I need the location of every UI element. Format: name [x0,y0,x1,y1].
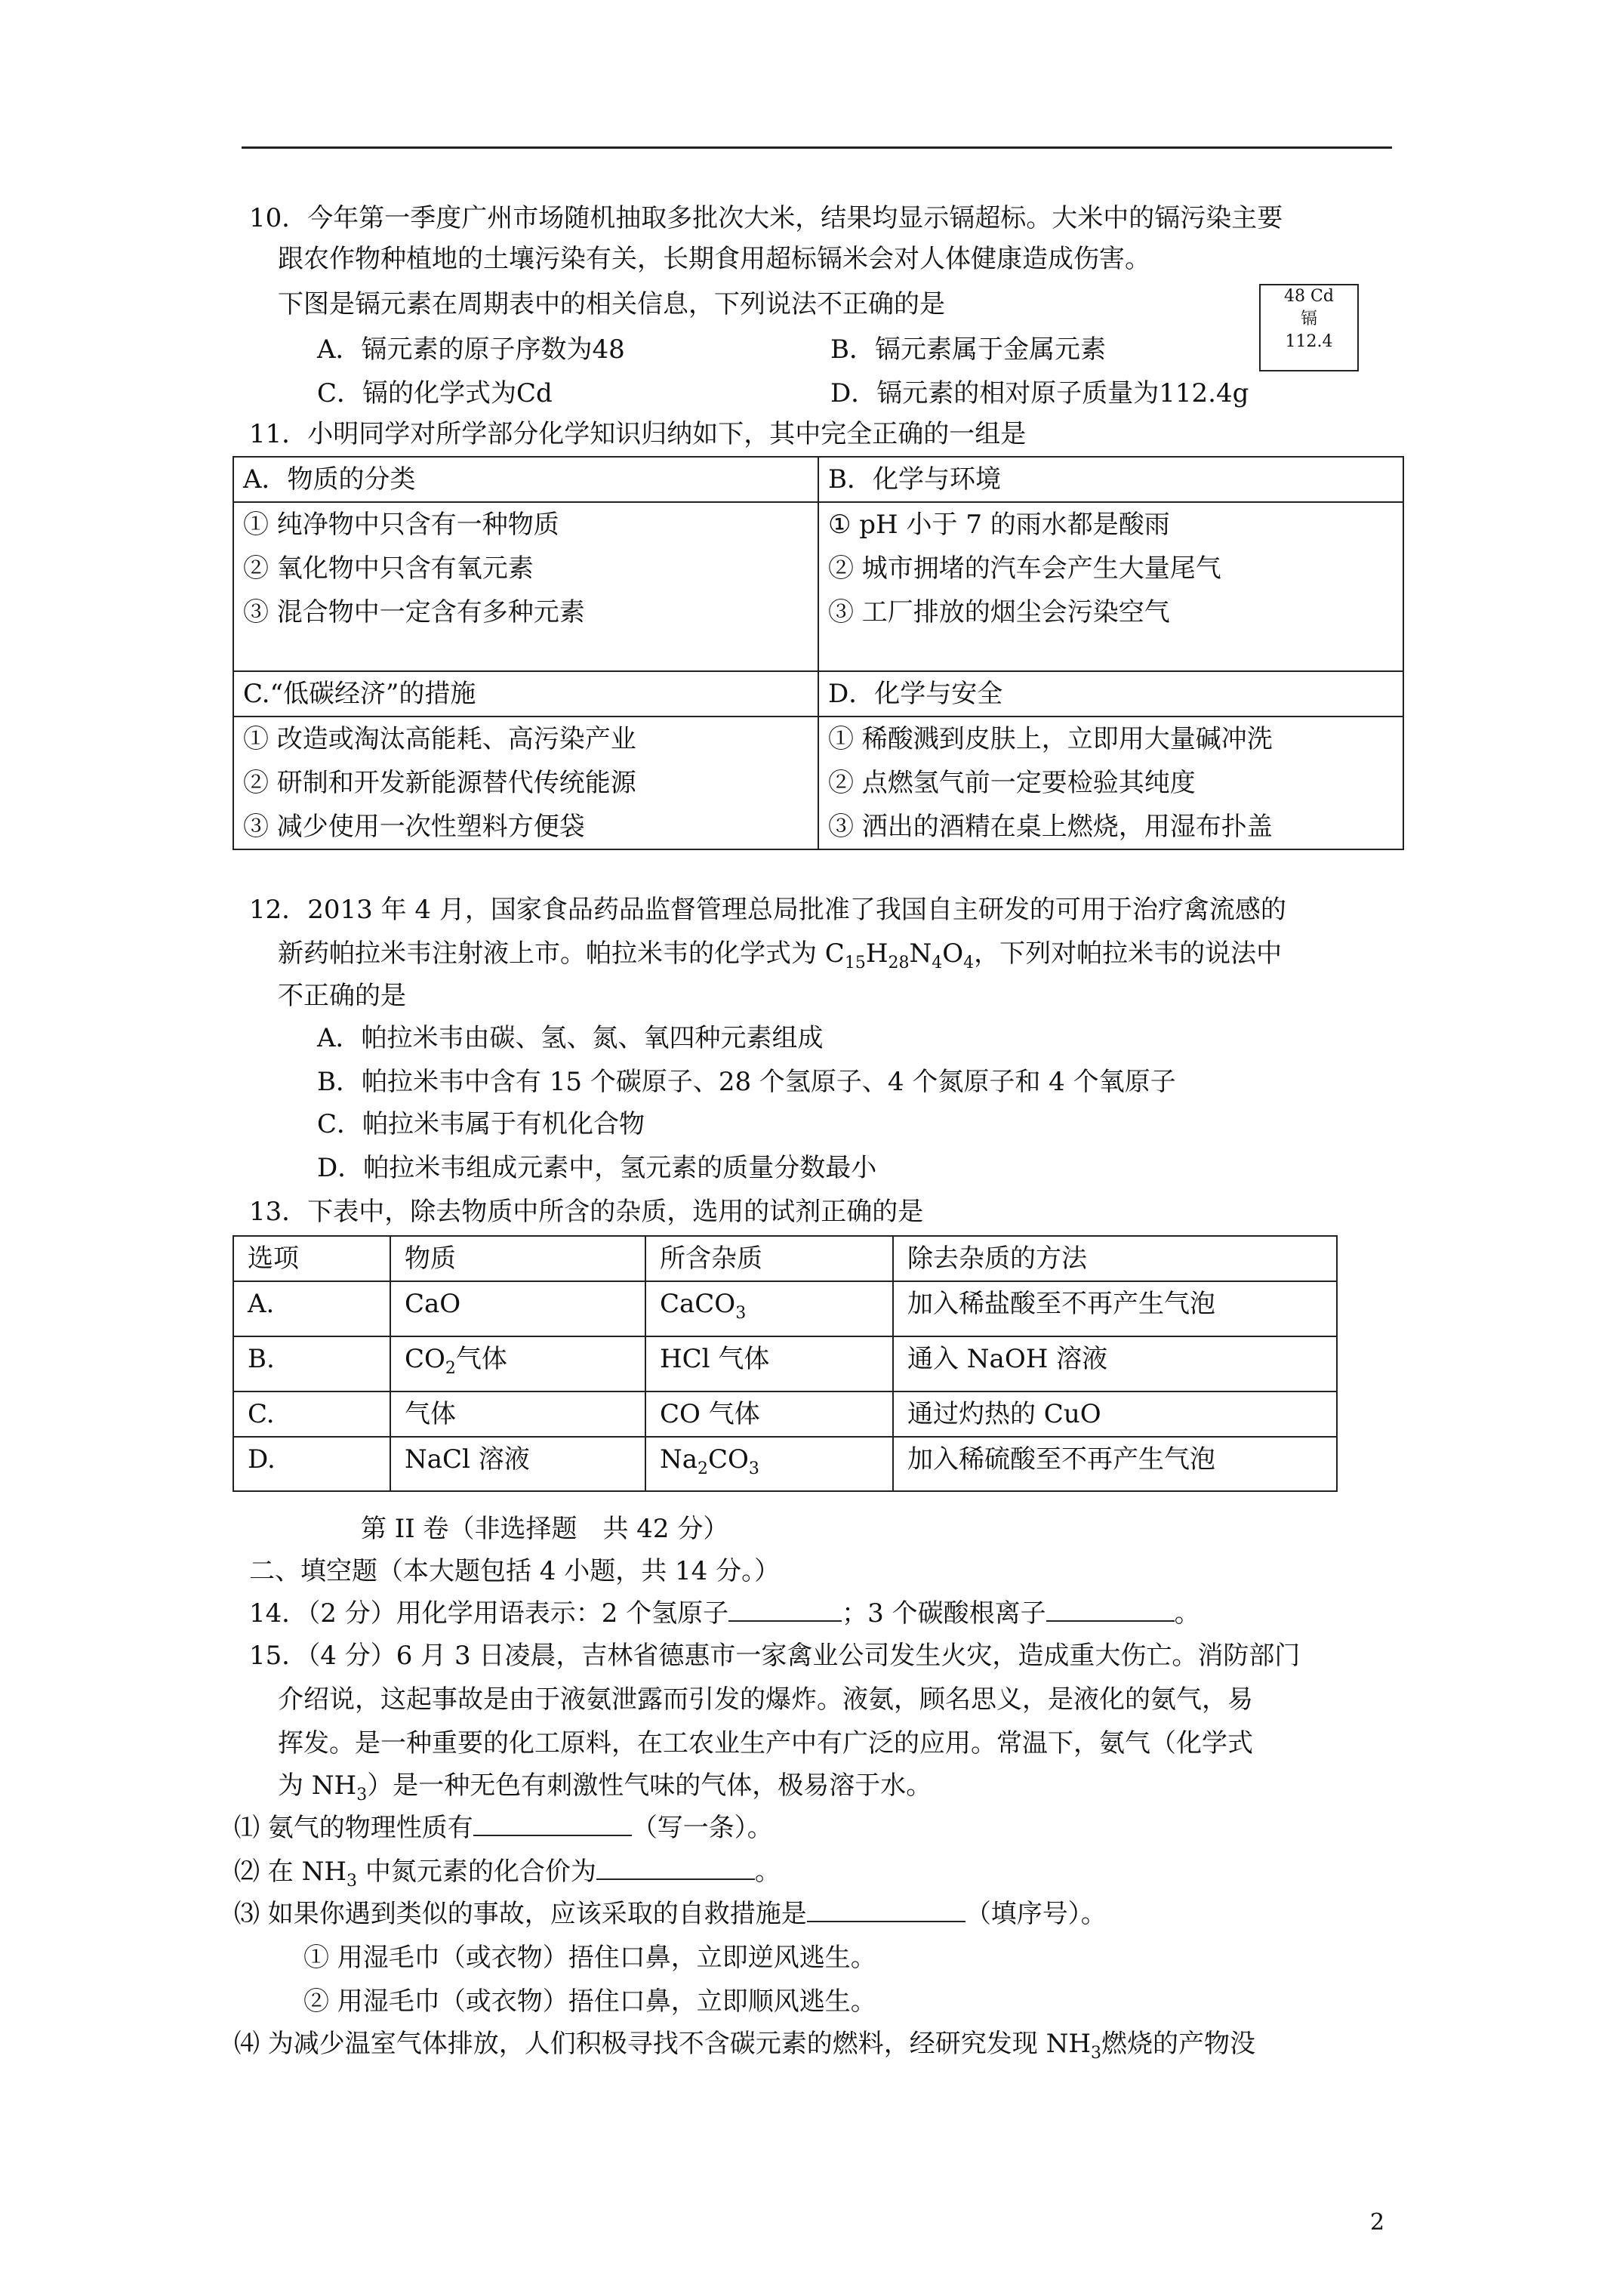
table-row [233,1236,1337,1281]
q15-answer-blank-1[interactable] [473,1812,632,1836]
part2-title: 第 II 卷（非选择题 共 42 分） [361,1514,729,1544]
sub-3: 3 [346,1871,358,1891]
q11-d-head: D．化学与安全 [818,671,1403,717]
formula-text: CO [405,1343,445,1374]
table-cell: CaO [390,1281,645,1336]
q12-line1: 12．2013 年 4 月，国家食品药品监督管理总局批准了我国自主研发的可用于治疗禽流感的 [249,895,1286,925]
q15-part3 [234,1897,1107,1931]
formula-o: O [942,938,964,969]
q15-p1b: （写一条）。 [631,1813,773,1843]
table-cell: NaCl 溶液 [390,1437,645,1492]
q11-a-head: A．物质的分类 [233,457,818,502]
q15-p4b: 燃烧的产物没 [1101,2029,1256,2059]
table-cell [390,1336,645,1391]
q11-c3: ③ 减少使用一次性塑料方便袋 [243,812,585,842]
q14-text-a: 14．（2 分）用化学用语表示：2 个氢原子 [249,1598,729,1629]
table-cell: CO 气体 [645,1391,893,1437]
q13-header-substance: 物质 [390,1236,645,1281]
formula-sub: 3 [748,1459,759,1478]
q15-part1 [234,1811,773,1845]
table-row [233,1391,1337,1437]
element-number-symbol: 48 Cd [1284,287,1334,306]
q11-a3: ③ 混合物中一定含有多种元素 [243,597,585,627]
sub-28: 28 [888,953,910,972]
q11-b-head: B．化学与环境 [818,457,1403,502]
q11-c-body [233,717,818,849]
q15-line4a: 为 NH [278,1771,357,1801]
table-cell: A. [233,1281,390,1336]
q12-line2b: ，下列对帕拉米韦的说法中 [974,938,1283,969]
q15-p2c: 。 [754,1857,781,1887]
q10-option-c: C．镉的化学式为Cd [317,378,553,408]
q15-line4b: ）是一种无色有刺激性气味的气体，极易溶于水。 [367,1771,932,1801]
q11-table [233,456,1404,850]
sub-4b: 4 [963,953,975,972]
cadmium-element-box [1259,284,1359,371]
q12-line2 [278,936,1282,981]
q15-line4 [278,1768,932,1813]
q15-part4 [234,2026,1255,2071]
q15-p1a: ⑴ 氨气的物理性质有 [234,1813,473,1843]
q10-line1: 10．今年第一季度广州市场随机抽取多批次大米，结果均显示镉超标。大米中的镉污染主要 [249,203,1283,233]
table-row [233,1281,1337,1336]
formula-sub: 3 [735,1303,747,1323]
q14-answer-blank-2[interactable] [1046,1598,1175,1622]
q14-text-b: ；3 个碳酸根离子 [842,1598,1046,1629]
q15-p4a: ⑷ 为减少温室气体排放，人们积极寻找不含碳元素的燃料，经研究发现 NH [234,2029,1092,2059]
table-cell: 通过灼热的 CuO [893,1391,1337,1437]
q15-p3a: ⑶ 如果你遇到类似的事故，应该采取的自救措施是 [234,1899,807,1929]
table-cell: 通入 NaOH 溶液 [893,1336,1337,1391]
formula-h: H [865,938,888,969]
q10-option-d: D．镉元素的相对原子质量为112.4g [830,378,1249,408]
q12-option-b: B．帕拉米韦中含有 15 个碳原子、28 个氢原子、4 个氮原子和 4 个氧原子 [317,1067,1176,1097]
q10-line3: 下图是镉元素在周期表中的相关信息，下列说法不正确的是 [278,289,945,319]
table-row [233,1437,1337,1492]
q10-option-b: B．镉元素属于金属元素 [830,334,1106,365]
table-cell: 加入稀硫酸至不再产生气泡 [893,1437,1337,1492]
q15-p3b: （填序号）。 [965,1899,1107,1929]
q14-line [249,1596,1200,1631]
sub-15: 15 [844,953,866,972]
q12-option-d: D．帕拉米韦组成元素中，氢元素的质量分数最小 [317,1153,877,1183]
q15-p2b: 中氮元素的化合价为 [357,1857,596,1887]
formula-text: CO [708,1444,749,1475]
table-cell: B. [233,1336,390,1391]
table-cell: 加入稀盐酸至不再产生气泡 [893,1281,1337,1336]
q11-d-body [818,717,1403,849]
q11-d1: ① 稀酸溅到皮肤上，立即用大量碱冲洗 [828,724,1273,754]
q11-c-head: C.“低碳经济”的措施 [233,671,818,717]
formula-sub: 2 [445,1358,456,1378]
formula-text: Na [660,1444,698,1475]
q15-line1: 15．（4 分）6 月 3 日凌晨，吉林省德惠市一家禽业公司发生火灾，造成重大伤亡。消防部门 [249,1641,1301,1671]
table-cell: D. [233,1437,390,1492]
header-rule [242,146,1392,149]
q13-stem: 13．下表中，除去物质中所含的杂质，选用的试剂正确的是 [249,1197,924,1227]
q11-a-body [233,502,818,671]
q15-p3-option-2: ② 用湿毛巾（或衣物）捂住口鼻，立即顺风逃生。 [303,1986,876,2017]
table-row [233,1336,1337,1391]
q12-option-c: C．帕拉米韦属于有机化合物 [317,1109,645,1139]
table-cell: C. [233,1391,390,1437]
q11-b3: ③ 工厂排放的烟尘会污染空气 [828,597,1170,627]
q11-d2: ② 点燃氢气前一定要检验其纯度 [828,768,1196,798]
q11-b2: ② 城市拥堵的汽车会产生大量尾气 [828,553,1221,584]
q15-p3-option-1: ① 用湿毛巾（或衣物）捂住口鼻，立即逆风逃生。 [303,1943,876,1973]
q15-line3: 挥发。是一种重要的化工原料，在工农业生产中有广泛的应用。常温下，氨气（化学式 [278,1728,1253,1758]
element-name: 镉 [1300,310,1317,328]
formula-text: CaCO [660,1289,736,1319]
q14-text-c: 。 [1174,1598,1200,1629]
formula-n: N [909,938,932,969]
q13-header-method: 除去杂质的方法 [893,1236,1337,1281]
q15-line2: 介绍说，这起事故是由于液氨泄露而引发的爆炸。液氨，顾名思义，是液化的氨气，易 [278,1684,1253,1715]
formula-sub: 2 [698,1459,709,1478]
q11-c1: ① 改造或淘汰高能耗、高污染产业 [243,724,636,754]
q11-a1: ① 纯净物中只含有一种物质 [243,510,559,540]
q12-line3: 不正确的是 [278,981,406,1011]
q13-header-option: 选项 [233,1236,390,1281]
q12-option-a: A．帕拉米韦由碳、氢、氮、氧四种元素组成 [317,1023,824,1053]
sub-3: 3 [356,1785,368,1804]
q15-part2 [234,1854,781,1899]
q11-a2: ② 氧化物中只含有氧元素 [243,553,534,584]
q11-d3: ③ 洒出的酒精在桌上燃烧，用湿布扑盖 [828,812,1273,842]
q11-stem: 11．小明同学对所学部分化学知识归纳如下，其中完全正确的一组是 [249,419,1027,449]
q15-answer-blank-2[interactable] [596,1856,755,1880]
table-cell [645,1281,893,1336]
q13-header-impurity: 所含杂质 [645,1236,893,1281]
q11-b-body [818,502,1403,671]
sub-4a: 4 [932,953,943,972]
q15-answer-blank-3[interactable] [807,1898,965,1922]
q13-table [233,1235,1338,1492]
q14-answer-blank-1[interactable] [728,1598,842,1622]
q12-line2a: 新药帕拉米韦注射液上市。帕拉米韦的化学式为 C [278,938,845,969]
table-cell [645,1437,893,1492]
table-cell: HCl 气体 [645,1336,893,1391]
table-cell: 气体 [390,1391,645,1437]
q15-p2a: ⑵ 在 NH [234,1857,347,1887]
page-number: 2 [1370,2209,1385,2236]
q10-line2: 跟农作物种植地的土壤污染有关，长期食用超标镉米会对人体健康造成伤害。 [278,244,1150,274]
q11-c2: ② 研制和开发新能源替代传统能源 [243,768,636,798]
formula-suffix: 气体 [455,1343,507,1374]
sub-3: 3 [1091,2043,1102,2063]
q11-b1: ① pH 小于 7 的雨水都是酸雨 [828,510,1170,540]
element-mass: 112.4 [1285,332,1333,351]
q10-option-a: A．镉元素的原子序数为48 [317,334,625,365]
section-title: 二、填空题（本大题包括 4 小题，共 14 分。） [249,1556,781,1586]
